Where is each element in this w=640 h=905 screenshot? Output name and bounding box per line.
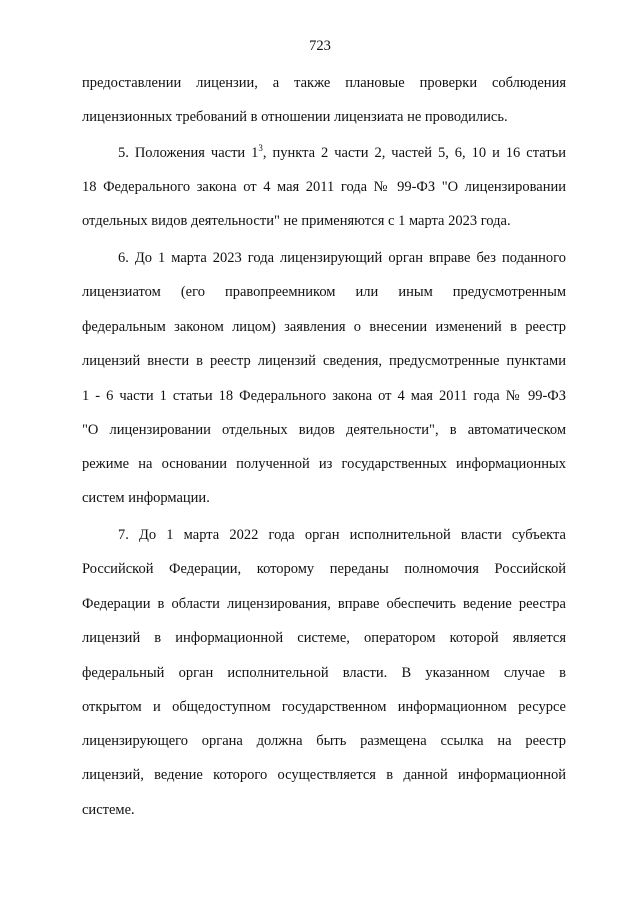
paragraph-line: системе.	[82, 802, 135, 818]
paragraph-line: лицензиатом (его правопреемником или иным предусмотренным	[82, 284, 566, 300]
paragraph-line: лицензий в информационной системе, оператором которой является	[82, 630, 566, 646]
paragraph-line: лицензий внести в реестр лицензий сведения, предусмотренные пунктами	[82, 353, 566, 369]
text-segment: , пункта 2 части 2, частей 5, 6, 10 и 16 статьи	[262, 145, 566, 161]
paragraph-line: федеральный орган исполнительной власти. В указанном случае в	[82, 665, 566, 681]
superscript: 3	[258, 143, 263, 153]
page-number: 723	[309, 38, 331, 54]
paragraph-line: режиме на основании полученной из государственных информационных	[82, 456, 566, 472]
paragraph-5-first-line	[118, 143, 566, 163]
paragraph-line: федеральным законом лицом) заявления о внесении изменений в реестр	[82, 319, 566, 335]
paragraph-line: открытом и общедоступном государственном информационном ресурсе	[82, 699, 566, 715]
paragraph-line: Федерации в области лицензирования, вправе обеспечить ведение реестра	[82, 596, 566, 612]
paragraph-line: систем информации.	[82, 490, 210, 506]
paragraph-line: "О лицензировании отдельных видов деятельности", в автоматическом	[82, 422, 566, 438]
paragraph-line: 18 Федерального закона от 4 мая 2011 года № 99-ФЗ "О лицензировании	[82, 179, 566, 195]
paragraph-line: Российской Федерации, которому переданы полномочия Российской	[82, 561, 566, 577]
paragraph-line: лицензий, ведение которого осуществляется в данной информационной	[82, 767, 566, 783]
paragraph-line: 1 - 6 части 1 статьи 18 Федерального закона от 4 мая 2011 года № 99-ФЗ	[82, 388, 566, 404]
paragraph-line: предоставлении лицензии, а также плановые проверки соблюдения	[82, 75, 566, 91]
text-segment: 5. Положения части 1	[118, 145, 259, 161]
paragraph-line: лицензирующего органа должна быть размещена ссылка на реестр	[82, 733, 566, 749]
paragraph-line: 7. До 1 марта 2022 года орган исполнительной власти субъекта	[118, 527, 566, 543]
paragraph-line: 6. До 1 марта 2023 года лицензирующий орган вправе без поданного	[118, 250, 566, 266]
paragraph-line: отдельных видов деятельности" не применяются с 1 марта 2023 года.	[82, 213, 511, 229]
paragraph-line: лицензионных требований в отношении лицензиата не проводились.	[82, 109, 508, 125]
